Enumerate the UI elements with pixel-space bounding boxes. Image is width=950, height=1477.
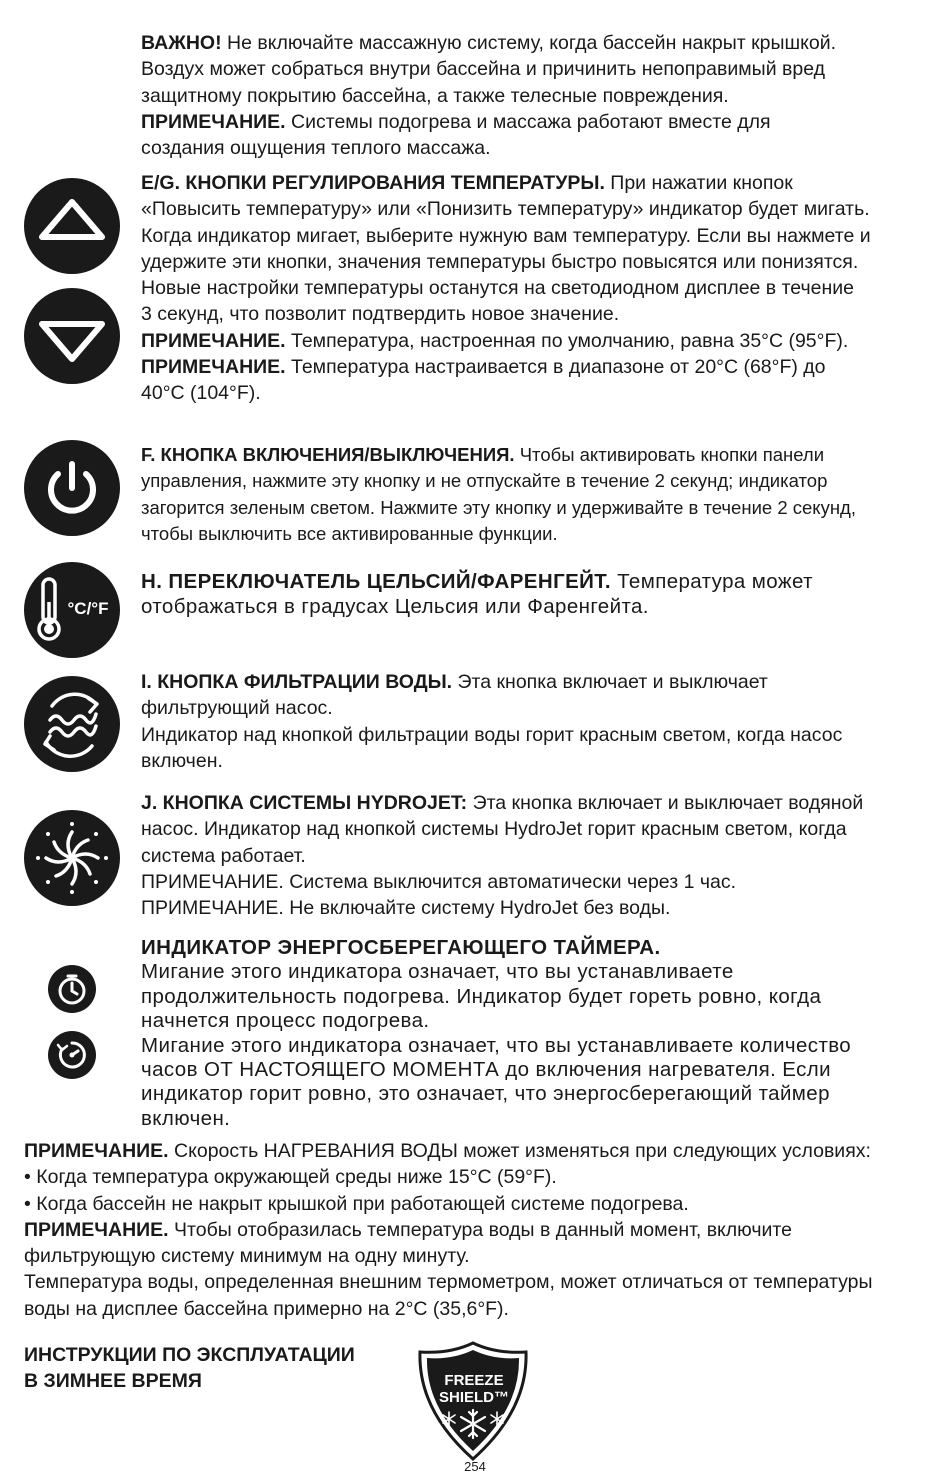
- note-text: Скорость НАГРЕВАНИЯ ВОДЫ может изменяться при следующих условиях:: [174, 1140, 871, 1162]
- page-number: 254: [464, 1459, 486, 1474]
- bullet-item: • Когда температура окружающей среды ниже 15°C (59°F).: [24, 1166, 557, 1189]
- timer-title: ИНДИКАТОР ЭНЕРГОСБЕРЕГАЮЩЕГО ТАЙМЕРА.: [141, 936, 661, 959]
- heating-note-block: [24, 1138, 939, 1322]
- hydrojet-line: система работает.: [141, 844, 306, 867]
- power-line: загорится зеленым светом. Нажмите эту кнопку и удерживайте в течение 2 секунд,: [141, 496, 856, 518]
- note-text: Чтобы отобразилась температура воды в данный момент, включите: [174, 1218, 792, 1241]
- filter-title: I. КНОПКА ФИЛЬТРАЦИИ ВОДЫ.: [141, 671, 453, 693]
- celsius-block: [141, 569, 941, 619]
- badge-line2: SHIELD™: [438, 1389, 510, 1406]
- temp-line: удержите эти кнопки, значения температуры быстро повысятся или понизятся.: [141, 250, 859, 273]
- note-line: фильтрующую систему минимум на одну минуту.: [24, 1245, 470, 1268]
- power-icon: [24, 440, 120, 536]
- important-label: ВАЖНО!: [141, 32, 222, 54]
- note-label: ПРИМЕЧАНИЕ.: [24, 1140, 169, 1162]
- badge-line1: FREEZE: [444, 1372, 504, 1389]
- important-block: [141, 30, 941, 161]
- timer-line: начнется процесс подогрева.: [141, 1009, 430, 1033]
- note-text: Системы подогрева и массажа работают вместе для: [291, 110, 771, 133]
- temp-buttons-title: E/G. КНОПКИ РЕГУЛИРОВАНИЯ ТЕМПЕРАТУРЫ.: [141, 172, 605, 194]
- winter-title-line: ИНСТРУКЦИИ ПО ЭКСПЛУАТАЦИИ: [24, 1344, 355, 1366]
- hydrojet-line: ПРИМЕЧАНИЕ. Система выключится автоматически через 1 час.: [141, 870, 737, 893]
- hydrojet-line: ПРИМЕЧАНИЕ. Не включайте систему HydroJet без воды.: [141, 897, 671, 920]
- bullet-item: • Когда бассейн не накрыт крышкой при работающей системе подогрева.: [24, 1192, 689, 1215]
- temp-line: Новые настройки температуры останутся на светодиодном дисплее в течение: [141, 277, 854, 300]
- power-block: [141, 442, 941, 547]
- note-label: ПРИМЕЧАНИЕ.: [141, 110, 286, 133]
- note-text: Температура, настроенная по умолчанию, равна 35°C (95°F).: [291, 329, 849, 352]
- winter-title-line: В ЗИМНЕЕ ВРЕМЯ: [24, 1370, 202, 1393]
- note-label: ПРИМЕЧАНИЕ.: [141, 329, 286, 352]
- celsius-title-tail: Температура может: [617, 570, 813, 593]
- filter-line: фильтрующий насос.: [141, 697, 333, 720]
- timer-line: Мигание этого индикатора означает, что вы устанавливаете количество: [141, 1033, 852, 1057]
- triangle-down-icon: [24, 288, 120, 384]
- timer-line: Мигание этого индикатора означает, что вы устанавливаете: [141, 960, 734, 984]
- stopwatch-icon: [48, 965, 96, 1013]
- temp-line: 3 секунд, что позволит подтвердить новое значение.: [141, 303, 620, 326]
- filter-icon: [24, 676, 120, 772]
- important-text: Не включайте массажную систему, когда бассейн накрыт крышкой.: [226, 32, 837, 54]
- temp-line: Когда индикатор мигает, выберите нужную вам температуру. Если вы нажмете и: [141, 224, 871, 247]
- hydrojet-block: [141, 790, 941, 921]
- power-title: F. КНОПКА ВКЛЮЧЕНИЯ/ВЫКЛЮЧЕНИЯ.: [141, 444, 515, 465]
- power-line: управления, нажмите эту кнопку и не отпускайте в течение 2 секунд; индикатор: [141, 470, 828, 492]
- power-line: чтобы выключить все активированные функции.: [141, 522, 558, 544]
- hydrojet-icon: [24, 810, 120, 906]
- note-text: Температура настраивается в диапазоне от 20°C (68°F) до: [291, 356, 826, 379]
- heating-line: Температура воды, определенная внешним термометром, может отличаться от температуры: [24, 1271, 873, 1294]
- celsius-icon-label: °C/°F: [67, 599, 109, 618]
- temp-buttons-title-tail: При нажатии кнопок: [610, 172, 793, 194]
- freeze-shield-icon: [416, 1340, 530, 1462]
- hydrojet-title: J. КНОПКА СИСТЕМЫ HYDROJET:: [141, 792, 468, 814]
- timer-line: часов ОТ НАСТОЯЩЕГО МОМЕНТА до включения нагревателя. Если: [141, 1058, 831, 1082]
- winter-title: [24, 1342, 404, 1395]
- hydrojet-title-tail: Эта кнопка включает и выключает водяной: [472, 792, 864, 814]
- note-line: создания ощущения теплого массажа.: [141, 137, 491, 160]
- temp-buttons-block: [141, 170, 941, 407]
- temp-line: «Повысить температуру» или «Понизить температуру» индикатор будет мигать.: [141, 198, 870, 221]
- timer-block: [141, 936, 941, 1131]
- important-line: Воздух может собраться внутри бассейна и причинить непоправимый вред: [141, 58, 826, 81]
- note-label: ПРИМЕЧАНИЕ.: [24, 1218, 169, 1241]
- celsius-title: H. ПЕРЕКЛЮЧАТЕЛЬ ЦЕЛЬСИЙ/ФАРЕНГЕЙТ.: [141, 570, 612, 593]
- note-label: ПРИМЕЧАНИЕ.: [141, 356, 286, 379]
- filter-line: включен.: [141, 749, 223, 772]
- filter-title-tail: Эта кнопка включает и выключает: [457, 671, 768, 693]
- filter-line: Индикатор над кнопкой фильтрации воды горит красным светом, когда насос: [141, 723, 843, 746]
- timer-line: продолжительность подогрева. Индикатор будет гореть ровно, когда: [141, 984, 822, 1008]
- timer-line: индикатор горит ровно, это означает, что энергосберегающий таймер: [141, 1082, 830, 1106]
- timer-dial-icon: [48, 1031, 96, 1079]
- timer-line: включен.: [141, 1106, 231, 1130]
- note-line: 40°C (104°F).: [141, 382, 261, 405]
- triangle-up-icon: [24, 178, 120, 274]
- heating-line: воды на дисплее бассейна примерно на 2°C (35,6°F).: [24, 1297, 509, 1320]
- celsius-line: отображаться в градусах Цельсия или Фаренгейта.: [141, 595, 649, 618]
- power-title-tail: Чтобы активировать кнопки панели: [519, 444, 825, 465]
- important-line: защитному покрытию бассейна, а также телесные повреждения.: [141, 84, 729, 107]
- hydrojet-line: насос. Индикатор над кнопкой системы HydroJet горит красным светом, когда: [141, 818, 847, 841]
- filter-block: [141, 669, 941, 774]
- thermometer-icon: [24, 562, 120, 658]
